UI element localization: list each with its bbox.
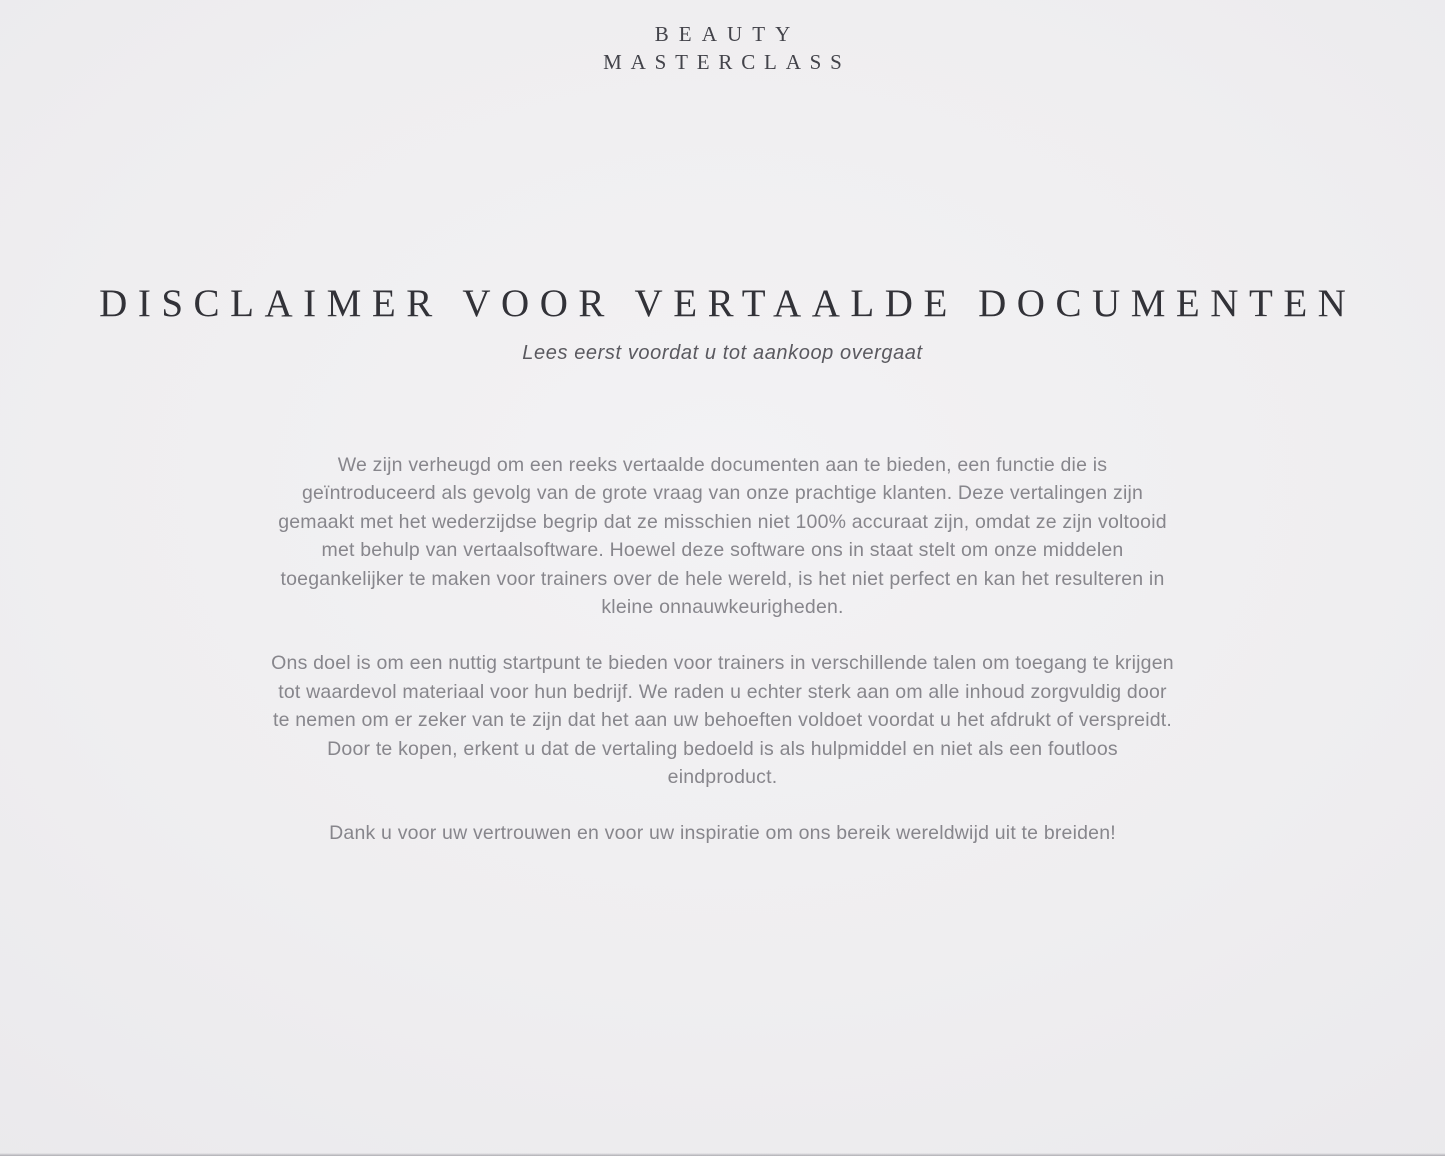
disclaimer-paragraph-1: We zijn verheugd om een reeks vertaalde documenten aan te bieden, een functie die is geïntroduceerd als gevolg van de grote vraag van onze prachtige klanten. Deze vertalingen zijn gemaakt met het wederzijdse begrip dat ze misschien niet 100% accuraat zijn, omdat ze zijn voltooid met behulp van vertaalsoftware. Hoewel deze software ons in staat stelt om onze middelen toegankelijker te maken voor trainers over de hele wereld, is het niet perfect en kan het resulteren in kleine onnauwkeurigheden. xyxy=(278,453,1167,618)
disclaimer-paragraph-3: Dank u voor uw vertrouwen en voor uw inspiratie om ons bereik wereldwijd uit te breiden! xyxy=(329,822,1116,845)
page-subtitle: Lees eerst voordat u tot aankoop overgaat xyxy=(522,341,923,364)
brand-logo-line2: MASTERCLASS xyxy=(603,50,851,74)
disclaimer-paragraph-2: Ons doel is om een nuttig startpunt te bieden voor trainers in verschillende talen om toegang te krijgen tot waardevol materiaal voor hun bedrijf. We raden u echter sterk aan om alle inhoud zorgvuldig door te nemen om er zeker van te zijn dat het aan uw behoeften voldoet voordat u het afdrukt of verspreidt. Door te kopen, erkent u dat de vertaling bedoeld is als hulpmiddel en niet als een foutloos eindproduct. xyxy=(271,652,1174,788)
brand-logo-line1: BEAUTY xyxy=(654,22,801,46)
disclaimer-body xyxy=(270,451,1175,848)
title-block xyxy=(89,283,1357,365)
page-title: DISCLAIMER VOOR VERTAALDE DOCUMENTEN xyxy=(99,282,1357,325)
brand-logo xyxy=(594,24,850,73)
